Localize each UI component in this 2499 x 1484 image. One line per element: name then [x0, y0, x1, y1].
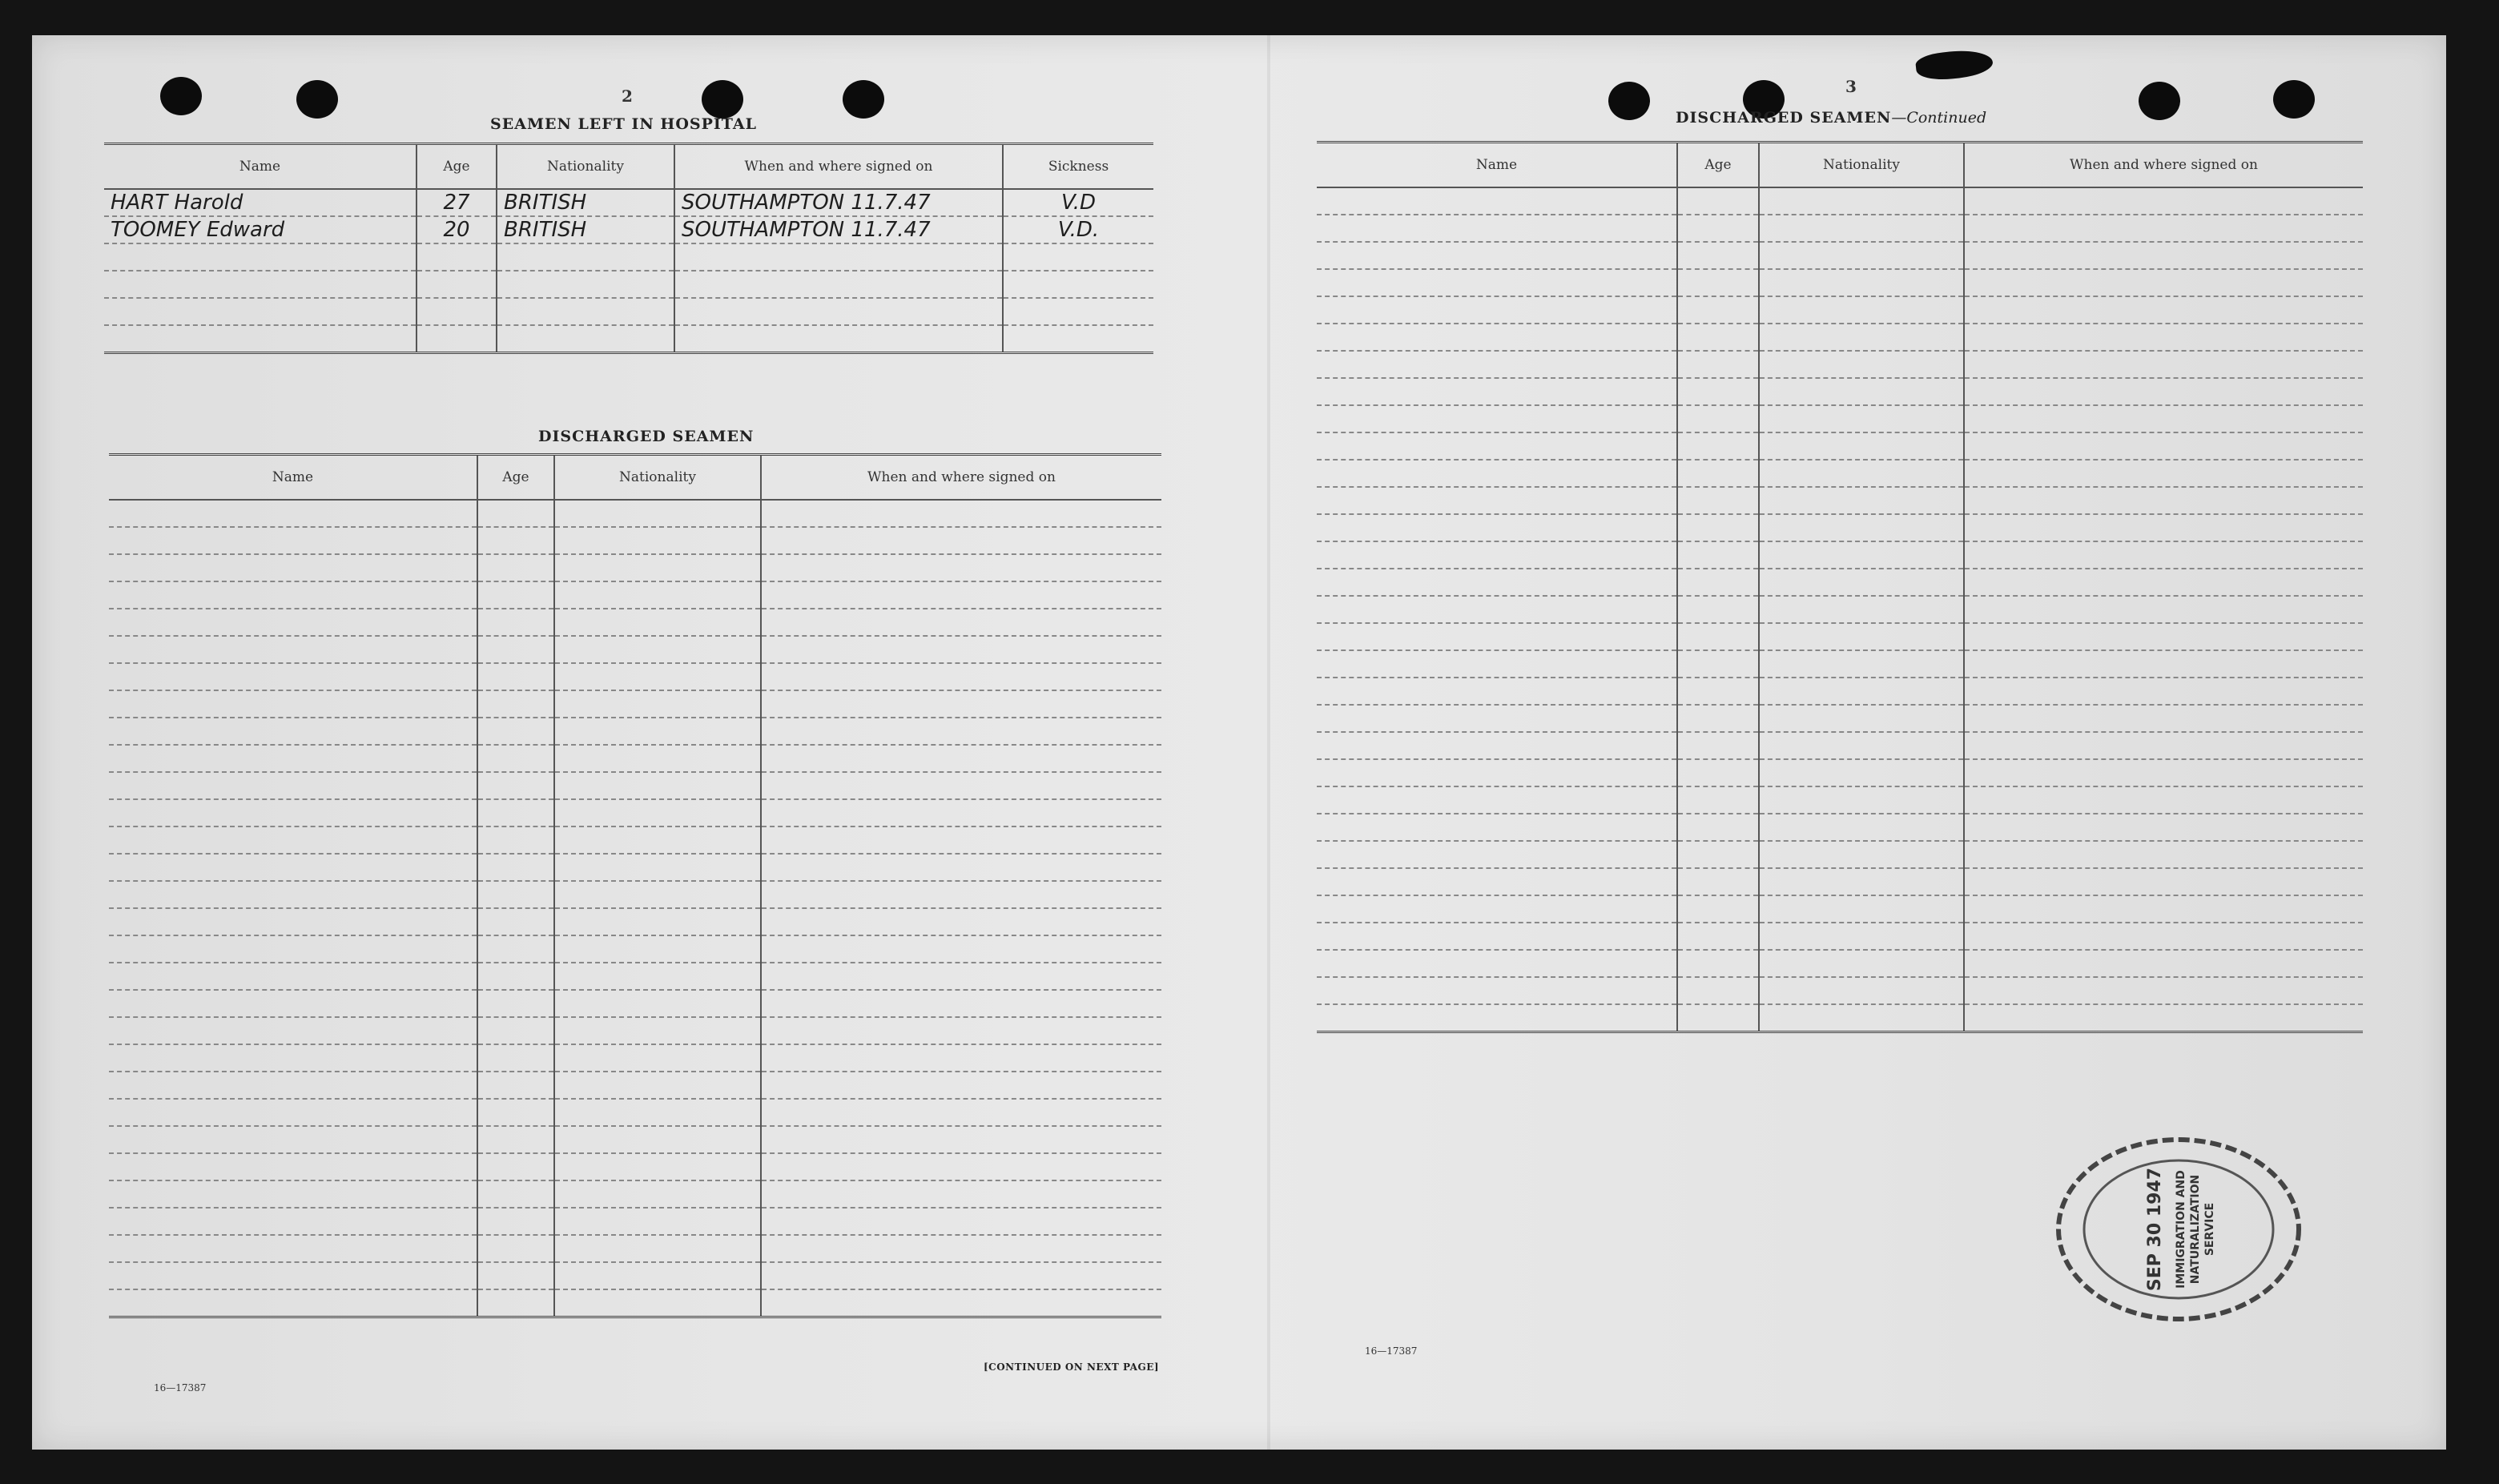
- stamp-line-1: IMMIGRATION AND: [2175, 1170, 2187, 1289]
- immigration-stamp: [2050, 1129, 2307, 1329]
- table-row: [104, 216, 1153, 243]
- page-number-left: 2: [622, 86, 633, 106]
- punch-hole: [2139, 82, 2180, 120]
- punch-hole: [702, 80, 743, 119]
- column-header-age: Age: [416, 144, 497, 190]
- column-header-signed-on: When and where signed on: [674, 144, 1003, 190]
- heading-main: DISCHARGED SEAMEN: [1676, 109, 1892, 127]
- column-header-age: Age: [477, 455, 554, 501]
- seaman-signed-on: SOUTHAMPTON 11.7.47: [674, 189, 1003, 216]
- seaman-sickness: V.D.: [1003, 216, 1153, 243]
- discharged-continued-table: [1317, 141, 2363, 1033]
- stamp-line-2: NATURALIZATION: [2189, 1174, 2202, 1285]
- table-row: [104, 189, 1153, 216]
- column-header-nationality: Nationality: [1759, 143, 1964, 188]
- hospital-table: [104, 143, 1153, 354]
- discharged-rows: [109, 500, 1161, 1317]
- table-row: [104, 298, 1153, 325]
- punch-hole: [2273, 80, 2315, 119]
- column-header-sickness: Sickness: [1003, 144, 1153, 190]
- stamp-date: SEP 30 1947: [2145, 1167, 2165, 1292]
- seaman-name: HART Harold: [104, 189, 416, 216]
- punch-hole: [160, 77, 202, 115]
- table-row: [104, 325, 1153, 353]
- column-header-nationality: Nationality: [497, 144, 674, 190]
- discharged-continued-rows: [1317, 187, 2363, 1032]
- column-header-name: Name: [109, 455, 477, 501]
- discharged-table: [109, 453, 1161, 1318]
- hospital-heading: SEAMEN LEFT IN HOSPITAL: [490, 115, 757, 133]
- seaman-name: TOOMEY Edward: [104, 216, 416, 243]
- punch-hole: [843, 80, 884, 119]
- center-fold: [1267, 35, 1270, 1450]
- column-header-signed-on: When and where signed on: [761, 455, 1161, 501]
- punch-hole: [1608, 82, 1650, 120]
- column-header-age: Age: [1677, 143, 1759, 188]
- column-header-nationality: Nationality: [554, 455, 761, 501]
- column-header-name: Name: [1317, 143, 1677, 188]
- form-number-right: 16—17387: [1365, 1345, 1418, 1357]
- table-row: [104, 243, 1153, 271]
- table-row: [104, 271, 1153, 298]
- column-header-signed-on: When and where signed on: [1964, 143, 2363, 188]
- seaman-sickness: V.D: [1003, 189, 1153, 216]
- column-header-name: Name: [104, 144, 416, 190]
- discharged-heading: DISCHARGED SEAMEN: [538, 428, 755, 445]
- stamp-line-3: SERVICE: [2203, 1202, 2216, 1257]
- discharged-continued-heading: [1676, 109, 1986, 127]
- seaman-nationality: BRITISH: [497, 189, 674, 216]
- seaman-age: 20: [416, 216, 497, 243]
- form-number-left: 16—17387: [154, 1382, 207, 1394]
- seaman-nationality: BRITISH: [497, 216, 674, 243]
- page-number-right: 3: [1845, 77, 1857, 96]
- punch-hole: [296, 80, 338, 119]
- continued-note: [CONTINUED ON NEXT PAGE]: [984, 1361, 1160, 1373]
- seaman-age: 27: [416, 189, 497, 216]
- seaman-signed-on: SOUTHAMPTON 11.7.47: [674, 216, 1003, 243]
- heading-suffix: —Continued: [1891, 109, 1987, 127]
